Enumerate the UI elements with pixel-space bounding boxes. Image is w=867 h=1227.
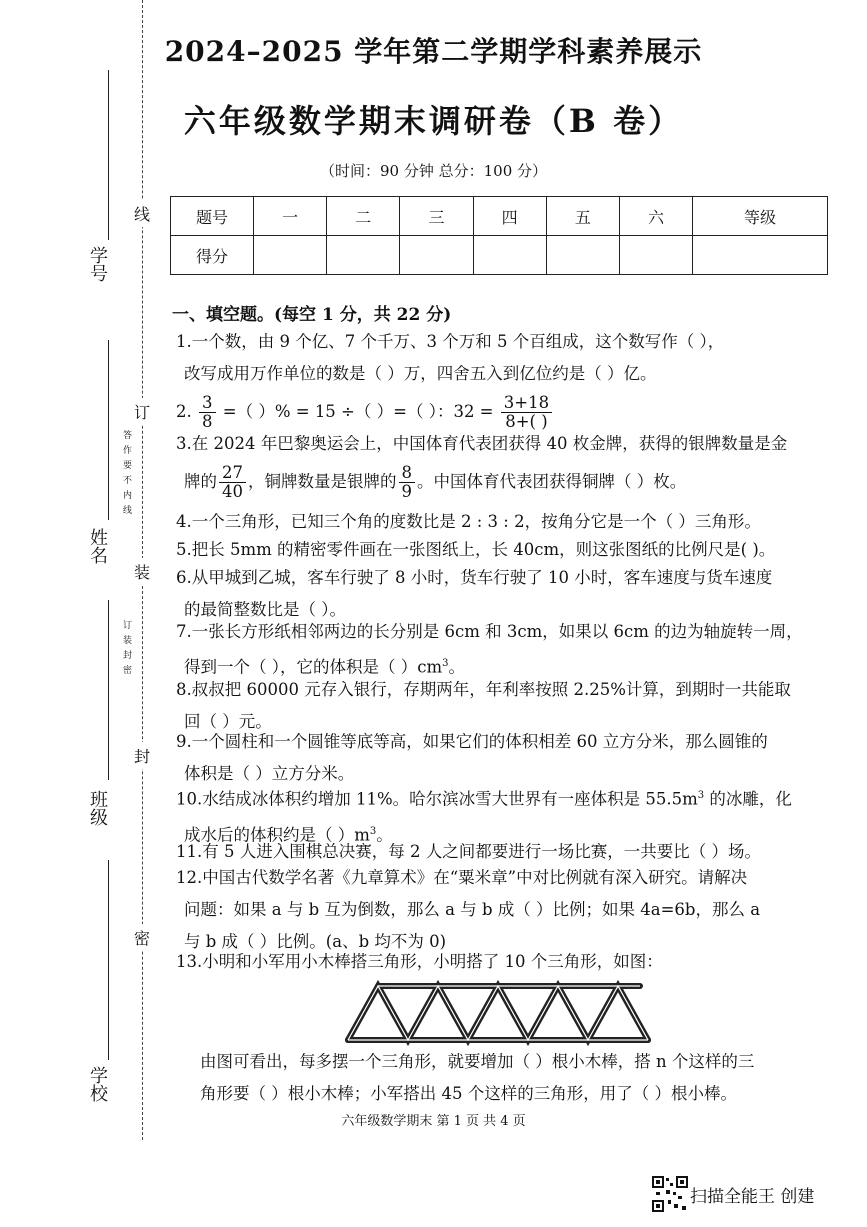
score-table <box>170 196 828 275</box>
question-text: 。中国体育代表团获得铜牌（ ）枚。 <box>417 472 687 491</box>
question-line: 12.中国古代数学名著《九章算术》在“粟米章”中对比例就有深入研究。请解决 <box>176 868 748 887</box>
question-line <box>176 780 826 816</box>
score-table-header-cell: 二 <box>327 197 400 236</box>
student-id-label: 学号 <box>87 246 108 282</box>
student-id-blank-line <box>108 70 109 240</box>
school-label: 学校 <box>87 1066 108 1102</box>
score-table-row-label: 得分 <box>171 236 254 275</box>
matchstick-triangles-figure <box>340 978 680 1048</box>
unit-superscript: 3 <box>697 790 705 801</box>
question-line: 改写成用万作单位的数是（ ）万，四舍五入到亿位约是（ ）亿。 <box>184 364 657 383</box>
question-text: 成水后的体积约是（ ）m <box>184 825 370 844</box>
name-blank-line <box>108 340 109 520</box>
question-text: 10.水结成冰体积约增加 11%。哈尔滨冰雪大世界有一座体积是 55.5m <box>176 789 698 809</box>
fraction <box>399 464 416 501</box>
score-cell <box>693 236 828 275</box>
fraction-numerator: 3+18 <box>501 394 552 413</box>
seal-char-zhuang: 装 <box>134 558 150 585</box>
score-table-score-row <box>171 236 828 275</box>
question-line: 问题：如果 a 与 b 互为倒数，那么 a 与 b 成（ ）比例；如果 4a=6b，那么 a <box>184 900 761 919</box>
fraction <box>199 394 216 431</box>
question-line: 9.一个圆柱和一个圆锥等底等高，如果它们的体积相差 60 立方分米，那么圆锥的 <box>176 732 768 751</box>
fraction-denominator: 9 <box>401 482 412 501</box>
score-table-header-cell: 四 <box>473 197 546 236</box>
question-1 <box>176 326 826 390</box>
question-line: 角形要（ ）根小木棒；小军搭出 45 个这样的三角形，用了（ ）根小棒。 <box>200 1084 737 1103</box>
fraction-denominator: 8 <box>202 412 213 431</box>
question-text: 。 <box>448 657 466 677</box>
question-line: 3.在 2024 年巴黎奥运会上，中国体育代表团获得 40 枚金牌，获得的银牌数量是金 <box>176 434 788 453</box>
seal-note-upper: 答作要不内线 <box>121 430 131 520</box>
exam-subtitle: （时间：90 分钟 总分：100 分） <box>319 162 548 180</box>
score-table-header-cell: 五 <box>546 197 619 236</box>
seal-char-xian: 线 <box>134 200 150 227</box>
school-blank-line <box>108 860 109 1060</box>
score-cell <box>327 236 400 275</box>
fraction-numerator: 3 <box>199 394 216 413</box>
name-label: 姓名 <box>87 528 108 564</box>
question-line <box>176 460 826 504</box>
unit-superscript: 3 <box>369 825 377 837</box>
seal-char-ding: 订 <box>134 398 150 425</box>
score-table-header-cell: 三 <box>400 197 473 236</box>
unit-superscript: 3 <box>442 658 449 669</box>
question-text: 的冰雕，化 <box>704 789 792 809</box>
scanner-watermark: 扫描全能王 创建 <box>690 1187 815 1207</box>
question-12 <box>176 862 826 958</box>
question-text: 。 <box>376 825 393 844</box>
question-3 <box>176 428 826 504</box>
seal-note-lower: 订装封密 <box>121 620 131 680</box>
question-line: 与 b 成（ ）比例。(a、b 均不为 0) <box>184 932 447 951</box>
question-line: 13.小明和小军用小木棒搭三角形，小明搭了 10 个三角形，如图： <box>176 952 663 971</box>
question-line: 5.把长 5mm 的精密零件画在一张图纸上，长 40cm，则这张图纸的比例尺是( )。 <box>176 540 776 559</box>
fraction-denominator: 8+( ) <box>505 412 548 431</box>
score-cell <box>619 236 692 275</box>
question-text: 牌的 <box>184 472 217 491</box>
question-number: 2. <box>176 402 192 421</box>
fraction-numerator: 27 <box>219 464 246 483</box>
score-cell <box>473 236 546 275</box>
question-line: 4.一个三角形，已知三个角的度数比是 2 : 3 : 2，按角分它是一个（ ）三角形。 <box>176 512 761 531</box>
score-cell <box>546 236 619 275</box>
fraction <box>501 394 552 431</box>
question-13-followup <box>200 1046 826 1110</box>
score-table-header-cell: 一 <box>254 197 327 236</box>
class-label: 班级 <box>87 790 108 826</box>
fraction <box>219 464 246 501</box>
score-table-header-row <box>171 197 828 236</box>
score-table-header-cell: 等级 <box>693 197 828 236</box>
question-line: 8.叔叔把 60000 元存入银行，存期两年，年利率按照 2.25%计算，到期时一共能取 <box>176 680 791 699</box>
score-cell <box>400 236 473 275</box>
exam-title-line2: 六年级数学期末调研卷（B 卷） <box>183 102 684 140</box>
seal-char-feng: 封 <box>134 742 150 769</box>
question-text: =（ ）% = 15 ÷（ ）=（ ）：32 = <box>222 402 494 421</box>
question-line: 的最简整数比是（ ）。 <box>184 600 346 619</box>
question-line: 7.一张长方形纸相邻两边的长分别是 6cm 和 3cm，如果以 6cm 的边为轴旋转一周， <box>176 622 803 641</box>
question-line: 1.一个数，由 9 个亿、7 个千万、3 个万和 5 个百组成，这个数写作（ ）， <box>176 332 725 351</box>
question-text: 得到一个（ ），它的体积是（ ）cm <box>184 657 443 677</box>
class-blank-line <box>108 600 109 780</box>
question-line: 11.有 5 人进入围棋总决赛，每 2 人之间都要进行一场比赛，一共要比（ ）场。 <box>176 842 761 861</box>
question-text: ，铜牌数量是银牌的 <box>248 472 397 491</box>
score-table-header-cell: 六 <box>619 197 692 236</box>
qr-code-icon <box>652 1176 688 1212</box>
section-heading: 一、填空题。(每空 1 分，共 22 分) <box>172 305 452 325</box>
score-table-header-cell: 题号 <box>171 197 254 236</box>
question-line: 回（ ）元。 <box>184 712 272 731</box>
page-footer: 六年级数学期末 第 1 页 共 4 页 <box>341 1114 526 1129</box>
fraction-denominator: 40 <box>222 482 243 501</box>
fraction-numerator: 8 <box>399 464 416 483</box>
question-line: 6.从甲城到乙城，客车行驶了 8 小时，货车行驶了 10 小时，客车速度与货车速度 <box>176 568 773 587</box>
exam-title-line1: 2024–2025 学年第二学期学科素养展示 <box>164 35 703 68</box>
seal-char-mi: 密 <box>134 924 150 951</box>
score-cell <box>254 236 327 275</box>
question-line: 体积是（ ）立方分米。 <box>184 764 355 783</box>
question-line: 由图可看出，每多摆一个三角形，就要增加（ ）根小木棒，搭 n 个这样的三 <box>200 1052 755 1071</box>
question-13 <box>176 946 826 978</box>
